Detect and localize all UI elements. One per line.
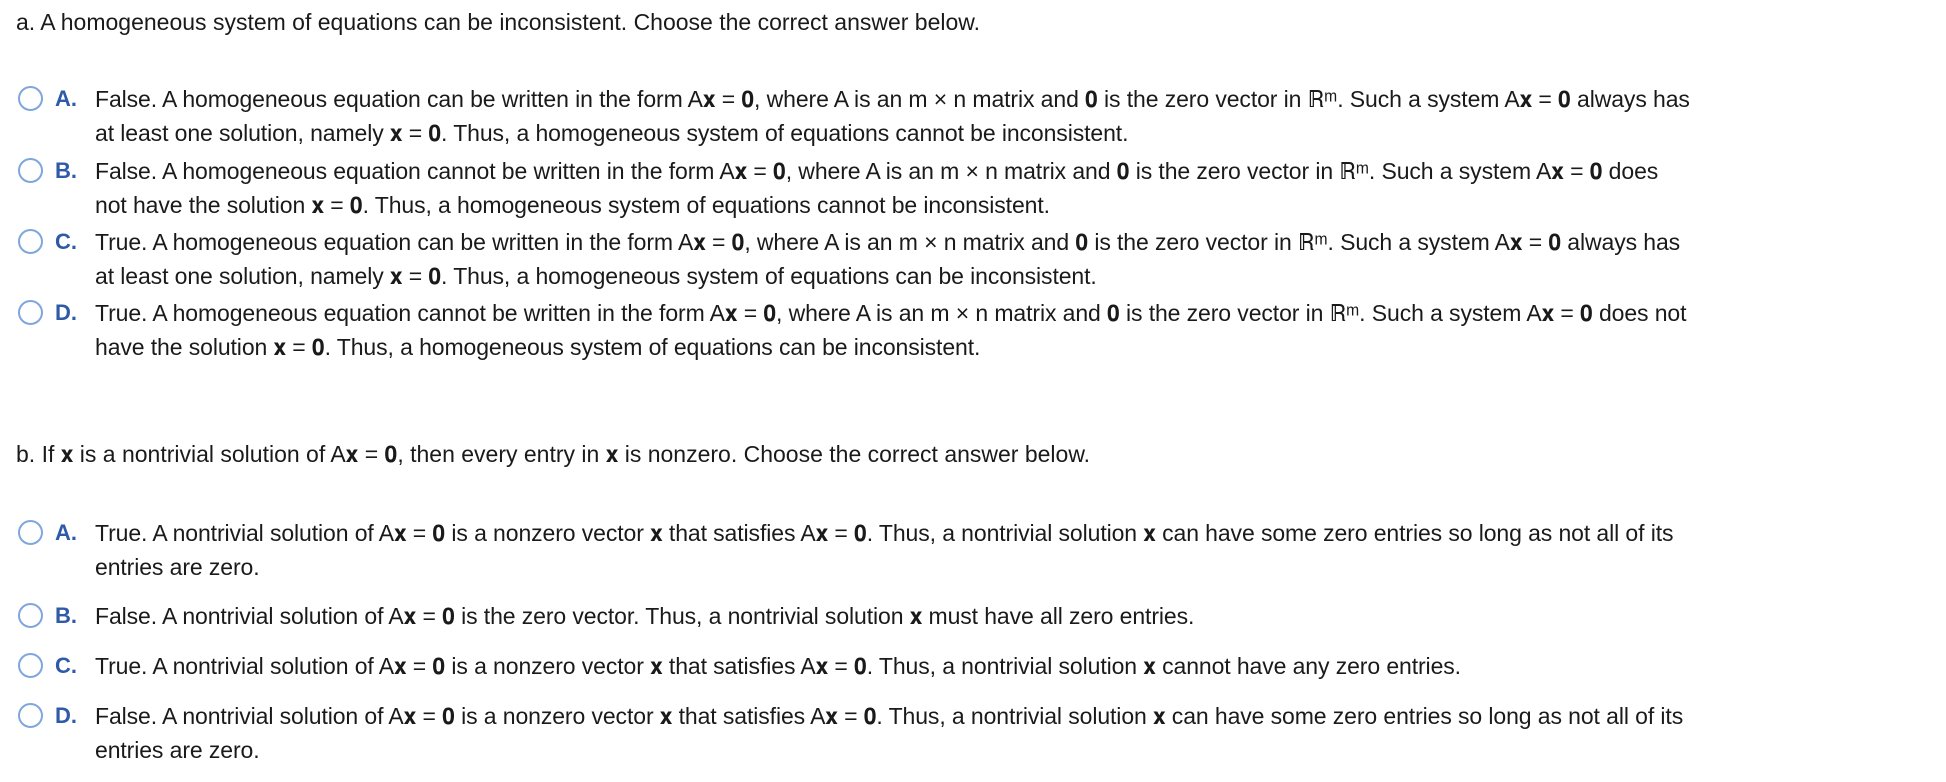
option-letter: C. — [55, 653, 77, 678]
radio-button-b-d[interactable] — [18, 703, 43, 728]
answer-a-option-c[interactable] — [18, 225, 1940, 293]
option-text: True. A nontrivial solution of A𝐱 = 𝟎 is a nonzero vector 𝐱 that satisfies A𝐱 = 𝟎. Thus, a nontrivial solution 𝐱 cannot have any zero entries. — [95, 653, 1461, 679]
option-letter: D. — [55, 703, 77, 728]
option-text: False. A homogeneous equation can be written in the form A𝐱 = 𝟎, where A is an m × n matrix and 𝟎 is the zero vector in ℝᵐ. Such a system A𝐱 = 𝟎 always has at least one solution, namely 𝐱 = 𝟎. Thus, a homogeneous system of equations cannot be inconsistent. — [95, 86, 1690, 146]
option-text: True. A nontrivial solution of A𝐱 = 𝟎 is a nonzero vector 𝐱 that satisfies A𝐱 = 𝟎. Thus, a nontrivial solution 𝐱 can have some zero entries so long as not all of its entries are zero. — [95, 520, 1674, 580]
radio-button-a-c[interactable] — [18, 229, 43, 254]
option-text: False. A nontrivial solution of A𝐱 = 𝟎 is a nonzero vector 𝐱 that satisfies A𝐱 = 𝟎. Thus, a nontrivial solution 𝐱 can have some zero entries so long as not all of its entries are zero. — [95, 703, 1684, 763]
option-letter: A. — [55, 86, 77, 111]
question-a-prompt: a. A homogeneous system of equations can be inconsistent. Choose the correct answer below. — [16, 9, 981, 35]
answer-b-option-a[interactable] — [18, 516, 1940, 584]
option-letter: C. — [55, 229, 77, 254]
option-text: True. A homogeneous equation can be written in the form A𝐱 = 𝟎, where A is an m × n matrix and 𝟎 is the zero vector in ℝᵐ. Such a system A𝐱 = 𝟎 always has at least one solution, namely 𝐱 = 𝟎. Thus, a homogeneous system of equations can be inconsistent. — [95, 229, 1681, 289]
option-text: False. A nontrivial solution of A𝐱 = 𝟎 is the zero vector. Thus, a nontrivial solution 𝐱 must have all zero entries. — [95, 603, 1195, 629]
answer-b-option-c[interactable] — [18, 649, 1940, 683]
option-letter: B. — [55, 603, 77, 628]
radio-button-b-a[interactable] — [18, 520, 43, 545]
answer-b-option-b[interactable] — [18, 599, 1940, 633]
radio-button-b-c[interactable] — [18, 653, 43, 678]
answer-a-option-d[interactable] — [18, 296, 1940, 364]
radio-button-a-a[interactable] — [18, 86, 43, 111]
option-letter: D. — [55, 300, 77, 325]
option-text: True. A homogeneous equation cannot be written in the form A𝐱 = 𝟎, where A is an m × n matrix and 𝟎 is the zero vector in ℝᵐ. Such a system A𝐱 = 𝟎 does not have the solution 𝐱 = 𝟎. Thus, a homogeneous system of equations can be inconsistent. — [95, 300, 1687, 360]
answer-a-option-b[interactable] — [18, 154, 1940, 222]
option-text: False. A homogeneous equation cannot be written in the form A𝐱 = 𝟎, where A is an m × n matrix and 𝟎 is the zero vector in ℝᵐ. Such a system A𝐱 = 𝟎 does not have the solution 𝐱 = 𝟎. Thus, a homogeneous system of equations cannot be inconsistent. — [95, 158, 1659, 218]
option-letter: A. — [55, 520, 77, 545]
radio-button-b-b[interactable] — [18, 603, 43, 628]
answer-a-option-a[interactable] — [18, 82, 1940, 150]
option-letter: B. — [55, 158, 77, 183]
question-b-prompt: b. If 𝐱 is a nontrivial solution of A𝐱 = 𝟎, then every entry in 𝐱 is nonzero. Choose the correct answer below. — [16, 441, 1091, 467]
answer-b-option-d[interactable] — [18, 699, 1940, 767]
radio-button-a-d[interactable] — [18, 300, 43, 325]
radio-button-a-b[interactable] — [18, 158, 43, 183]
